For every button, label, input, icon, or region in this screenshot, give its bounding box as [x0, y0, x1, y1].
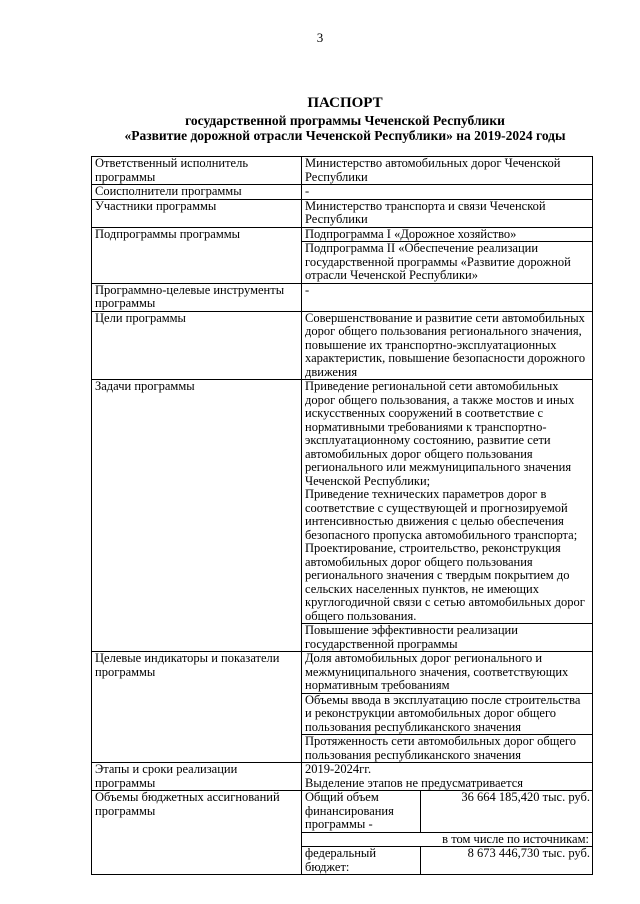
- title-main: ПАСПОРТ: [307, 95, 383, 111]
- row-label-indicators: Целевые индикаторы и показатели программы: [92, 652, 302, 763]
- row-value-coexecutors: -: [302, 185, 593, 200]
- page-number: 3: [316, 30, 324, 45]
- row-value-stages: [302, 763, 593, 791]
- task-item-3: Проектирование, строительство, реконструкция автомобильных дорог общего пользования регионального значения с твердым покрытием до сельских населенных пунктов, не имеющих круглогодичной связи с сетью автомобильных дорог общего пользования.: [305, 541, 585, 623]
- row-label-instruments: Программно-целевые инструменты программы: [92, 283, 302, 311]
- title-line-2: «Развитие дорожной отрасли Чеченской Республики» на 2019-2024 годы: [124, 128, 566, 143]
- row-label-budget: Объемы бюджетных ассигнований программы: [92, 791, 302, 875]
- stages-note: Выделение этапов не предусматривается: [305, 775, 524, 790]
- passport-table: [91, 156, 593, 875]
- budget-federal-table: [302, 847, 592, 874]
- budget-sources: в том числе по источникам:: [302, 832, 593, 847]
- row-label-stages: Этапы и сроки реализации программы: [92, 763, 302, 791]
- stages-years: 2019-2024гг.: [305, 762, 372, 776]
- document-title: [80, 96, 610, 143]
- table-row: [92, 157, 593, 185]
- row-label-subprograms: Подпрограммы программы: [92, 227, 302, 283]
- table-row: [92, 199, 593, 227]
- row-label-tasks: Задачи программы: [92, 380, 302, 652]
- row-label-participants: Участники программы: [92, 199, 302, 227]
- budget-total-amount: 36 664 185,420 тыс. руб.: [420, 791, 592, 832]
- indicator-item-2: Объемы ввода в эксплуатацию после строительства и реконструкции автомобильных дорог общего пользования республиканского значения: [302, 693, 593, 735]
- row-value-responsible: Министерство автомобильных дорог Чеченской Республики: [302, 157, 593, 185]
- title-line-1: государственной программы Чеченской Республики: [185, 113, 505, 128]
- table-row: [92, 185, 593, 200]
- task-item-2: Приведение технических параметров дорог в соответствие с существующей и прогнозируемой интенсивностью движения с целью обеспечения безопасного пропуска автомобильного транспорта;: [305, 487, 578, 542]
- budget-total-cell: [302, 791, 593, 833]
- indicator-item-3: Протяженность сети автомобильных дорог общего пользования республиканского значения: [302, 735, 593, 763]
- table-row: [92, 227, 593, 242]
- table-row: [92, 380, 593, 624]
- row-label-goals: Цели программы: [92, 311, 302, 380]
- task-item-4: Повышение эффективности реализации государственной программы: [302, 624, 593, 652]
- budget-federal-amount: 8 673 446,730 тыс. руб.: [420, 847, 592, 874]
- table-row: [92, 283, 593, 311]
- row-label-responsible: Ответственный исполнитель программы: [92, 157, 302, 185]
- table-row: [92, 763, 593, 791]
- budget-total-table: [302, 791, 592, 832]
- budget-federal-cell: [302, 847, 593, 875]
- row-value-instruments: -: [302, 283, 593, 311]
- table-row: [92, 652, 593, 694]
- task-item-1: Приведение региональной сети автомобильных дорог общего пользования, а также мостов и иных искусственных сооружений в соответствие с нормативными требованиями к транспортно-эксплуатационному состоянию, развитие сети автомобильных дорог общего пользования регионального или межмуниципального значения Чеченской Республики;: [305, 379, 575, 488]
- row-value-subprogram-1: Подпрограмма I «Дорожное хозяйство»: [302, 227, 593, 242]
- budget-federal-label: федеральный бюджет:: [305, 846, 377, 874]
- table-row: [92, 311, 593, 380]
- indicator-item-1: Доля автомобильных дорог регионального и межмуниципального значения, соответствующих нормативным требованиям: [302, 652, 593, 694]
- budget-total-label: Общий объем финансирования программы -: [305, 790, 394, 831]
- row-value-goals: Совершенствование и развитие сети автомобильных дорог общего пользования регионального значения, повышение их транспортно-эксплуатационных характеристик, повышение безопасности дорожного движения: [302, 311, 593, 380]
- row-value-subprogram-2: Подпрограмма II «Обеспечение реализации государственной программы «Развитие дорожной отрасли Чеченской Республики»: [302, 242, 593, 284]
- row-value-tasks: [302, 380, 593, 624]
- row-label-coexecutors: Соисполнители программы: [92, 185, 302, 200]
- table-row: [92, 791, 593, 833]
- row-value-participants: Министерство транспорта и связи Чеченской Республики: [302, 199, 593, 227]
